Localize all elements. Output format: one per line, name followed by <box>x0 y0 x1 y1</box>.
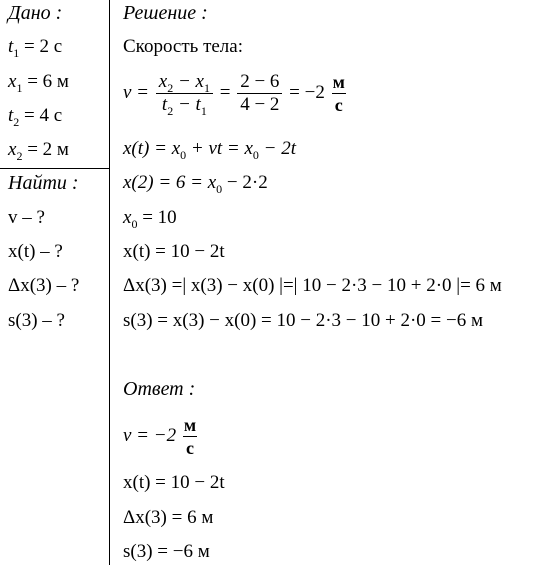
velocity-formula: v = $\frac{x_2 - x_1}{t_2 - t_1}$ = $\frac{2 - 6}{4 - 2}$ = −2 $\frac{м}{с}$ <box>123 71 345 119</box>
answer-line-s: s(3) = −6 м <box>123 541 210 562</box>
given-t1: $t_1 = 2$ с <box>8 36 63 60</box>
answer-header: Ответ : <box>123 378 196 400</box>
find-item-v: v – ? <box>8 207 45 228</box>
solution-line-2: $x(2) = 6 = x_0 - 2\cdot 2$ <box>123 172 268 196</box>
solution-line-3: $x_0 = 10$ <box>123 207 177 231</box>
find-item-dx: Δx(3) – ? <box>8 275 80 296</box>
given-x1: $x_1 = 6$ м <box>8 71 69 95</box>
given-x2: $x_2 = 2$ м <box>8 139 69 163</box>
solution-line-1: $x(t) = x_0$ + vt = $x_0 - 2t$ <box>123 138 297 162</box>
velocity-unit: $\frac{м}{с}$ <box>332 72 345 116</box>
find-item-s: s(3) – ? <box>8 310 65 331</box>
speed-label: Скорость тела: <box>123 36 243 57</box>
velocity-fraction-symbolic: $\frac{x_2 - x_1}{t_2 - t_1}$ <box>156 71 213 116</box>
solution-line-5: Δx(3) =| x(3) − x(0) |=| 10 − 2·3 − 10 + 2·0 |= 6 м <box>123 275 502 296</box>
solution-line-4: x(t) = 10 − 2t <box>123 241 225 262</box>
find-header: Найти : <box>8 172 79 194</box>
given-header: Дано : <box>8 2 63 24</box>
column-divider <box>109 0 110 565</box>
velocity-fraction-numeric: $\frac{2 - 6}{4 - 2}$ <box>237 71 282 116</box>
find-item-xt: x(t) – ? <box>8 241 63 262</box>
solution-line-6: s(3) = x(3) − x(0) = 10 − 2·3 − 10 + 2·0 = −6 м <box>123 310 484 331</box>
given-t2: $t_2 = 4$ с <box>8 105 63 129</box>
answer-velocity-unit: $\frac{м}{с}$ <box>183 415 197 459</box>
answer-line-dx: Δx(3) = 6 м <box>123 507 214 528</box>
answer-line-xt: x(t) = 10 − 2t <box>123 472 225 493</box>
answer-velocity: v = −2 $\frac{м}{с}$ <box>123 415 197 459</box>
section-divider <box>0 168 109 169</box>
solution-header: Решение : <box>123 2 208 24</box>
